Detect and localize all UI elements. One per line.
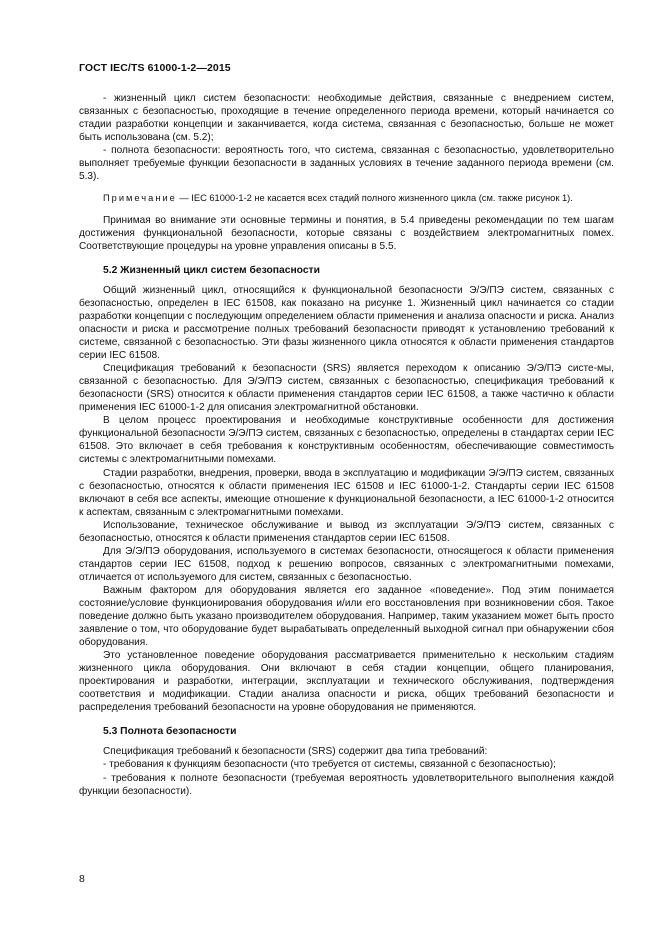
section-5-2-paragraph: Это установленное поведение оборудования рассматривается применительно к нескольким стадиям жизненного цикла оборудования. Они включают в себя стадии концепции, общего планирования, проектирования и разработки, интеграции, эксплуатации и технического обслуживания, подтверждения соответствия и модификации. Стадии анализа опасности и риска, общих требований безопасности и распределения требований безопасности на уровне оборудования не применяются. (79, 650, 614, 714)
document-body (79, 92, 614, 798)
section-5-2-paragraph: Спецификация требований к безопасности (SRS) является переходом к описанию Э/Э/ПЭ систе-мы, связанной с безопасностью. Для Э/Э/ПЭ систем, связанных с безопасностью, спецификация требований к безопасности (SRS) относится к области применения стандартов серии IEC 61508, а также частично к области применения IEC 61000-1-2 для описания электромагнитной обстановки. (79, 363, 614, 414)
section-5-2-paragraph: Использование, техническое обслуживание и вывод из эксплуатации Э/Э/ПЭ систем, связанных с безопасностью, относятся к области применения стандартов серии IEC 61508. (79, 519, 614, 544)
paragraph-integrity-term: - полнота безопасности: вероятность того, что система, связанная с безопасностью, удовлетворительно выполняет требуемые функции безопасности в заданных условиях в течение заданного периода времени (см. 5.3). (79, 145, 614, 183)
section-5-2-paragraph: В целом процесс проектирования и необходимые конструктивные особенности для достижения функциональной безопасности Э/Э/ПЭ систем, связанных с безопасностью, определены в стандартах серии IEC 61508. Это включает в себя требования к конструктивным особенностям, обеспечивающие совместимость системы с электромагнитными помехами. (79, 415, 614, 466)
section-5-2-paragraph: Стадии разработки, внедрения, проверки, ввода в эксплуатацию и модификации Э/Э/ПЭ систем, связанных с безопасностью, относятся к области применения IEC 61508 и IEC 61000-1-2. Стандарты серии IEC 61508 включают в себя все аспекты, имеющие отношение к функциональной безопасности, а IEC 61000-1-2 относится к аспектам, связанным с электромагнитными помехами. (79, 467, 614, 518)
section-5-2-paragraph: Важным фактором для оборудования является его заданное «поведение». Под этим понимается состояние/условие функционирования оборудования и/или его восстановления при возникновении сбоя. Такое поведение должно быть указано производителем оборудования. Например, таким указанием может быть просто заявление о том, что оборудование будет вырабатывать определенный выходной сигнал при обнаружении сбоя оборудования. (79, 584, 614, 649)
section-5-3-paragraph: Спецификация требований к безопасности (SRS) содержит два типа требований: (103, 746, 488, 758)
section-5-2-paragraph: Общий жизненный цикл, относящийся к функциональной безопасности Э/Э/ПЭ систем, связанных с безопасностью, определен в IEC 61508, как показано на рисунке 1. Жизненный цикл начинается со стадии разработки концепции с последующим определением области применения и анализа опасности и риска. Анализ опасности и риска и рассмотрение полных требований безопасности приводят к установлению требований к системе, связанной с безопасностью. Эти фазы жизненного цикла относятся к области применения стандартов серии IEC 61508. (79, 284, 614, 362)
section-title-5-3: 5.3 Полнота безопасности (103, 726, 237, 738)
section-5-2-paragraph: Для Э/Э/ПЭ оборудования, используемого в системах безопасности, относящегося к области применения стандартов серии IEC 61508, подход к решению вопросов, связанных с электромагнитными помехами, отличается от используемого для систем, связанных с безопасностью. (79, 545, 614, 583)
page-number: 8 (79, 873, 85, 885)
note-label: Примечание (103, 193, 177, 204)
note-text: — IEC 61000-1-2 не касается всех стадий полного жизненного цикла (см. также рисунок 1). (179, 193, 573, 204)
section-5-3-paragraph: - требования к функциям безопасности (что требуется от системы, связанной с безопасностью); (103, 759, 556, 771)
document-header: ГОСТ IEC/TS 61000-1-2—2015 (79, 62, 231, 74)
paragraph-lifecycle-term: - жизненный цикл систем безопасности: необходимые действия, связанные с внедрением систем, связанных с безопасностью, проходящие в течение определенного периода времени, который начинается со стадии разработки концепции и заканчивается, когда система, связанная с безопасностью, больше не может быть использована (см. 5.2); (79, 93, 614, 144)
note (79, 192, 614, 204)
section-title-5-2: 5.2 Жизненный цикл систем безопасности (103, 264, 320, 276)
paragraph-summary: Принимая во внимание эти основные термины и понятия, в 5.4 приведены рекомендации по тем шагам достижения функциональной безопасности, которые связаны с воздействием электромагнитных помех. Соответствующие процедуры на уровне управления описаны в 5.5. (79, 214, 614, 252)
section-5-3-paragraph: - требования к полноте безопасности (требуемая вероятность удовлетворительного выполнения каждой функции безопасности). (79, 772, 614, 797)
